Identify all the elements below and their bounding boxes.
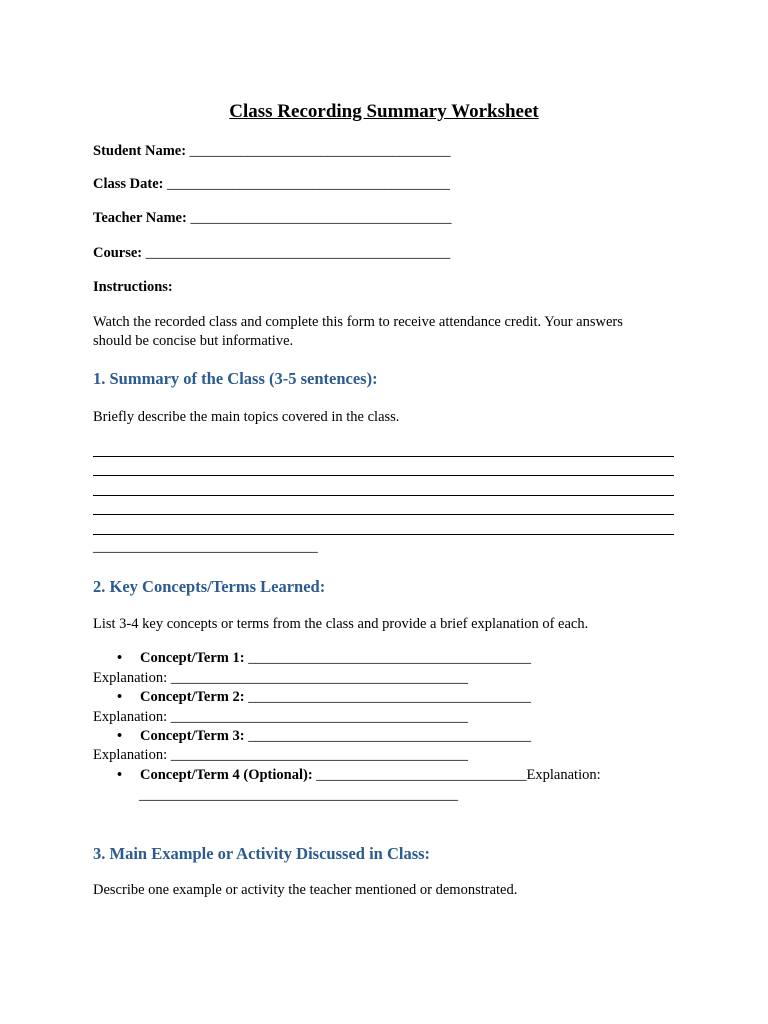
section-1-heading: 1. Summary of the Class (3-5 sentences): (93, 369, 378, 388)
instructions-text-line-1: Watch the recorded class and complete this form to receive attendance credit. Your answers (93, 314, 623, 330)
course-label: Course: (93, 245, 143, 261)
summary-answer-line[interactable] (93, 475, 674, 476)
explanation-3-blank[interactable]: _________________________________________ (170, 747, 468, 763)
section-2-heading: 2. Key Concepts/Terms Learned: (93, 577, 326, 596)
class-date-label: Class Date: (93, 176, 164, 192)
teacher-name-label: Teacher Name: (93, 210, 187, 226)
concept-term-4-label: Concept/Term 4 (Optional): (140, 767, 313, 783)
student-name-field (93, 143, 451, 160)
concept-term-2-label: Concept/Term 2: (140, 689, 245, 705)
section-1-prompt: Briefly describe the main topics covered in the class. (93, 409, 400, 425)
bullet-icon: • (117, 689, 123, 705)
summary-answer-line[interactable] (93, 514, 674, 515)
explanation-2-label: Explanation: (93, 709, 168, 725)
course-field (93, 245, 450, 262)
student-name-blank[interactable]: ____________________________________ (189, 143, 451, 159)
explanation-1 (93, 670, 468, 687)
explanation-4-blank[interactable]: ____________________________________________ (139, 787, 458, 803)
section-3-prompt: Describe one example or activity the teacher mentioned or demonstrated. (93, 882, 518, 898)
instructions-text-line-2: should be concise but informative. (93, 333, 294, 349)
class-date-blank[interactable]: _______________________________________ (167, 176, 450, 192)
summary-answer-last-line[interactable]: _______________________________ (93, 539, 318, 555)
concept-term-1-blank[interactable]: _______________________________________ (248, 650, 531, 666)
concept-term-1-label: Concept/Term 1: (140, 650, 245, 666)
summary-answer-line[interactable] (93, 534, 674, 535)
explanation-3-label: Explanation: (93, 747, 168, 763)
instructions-heading: Instructions: (93, 279, 173, 295)
course-blank[interactable]: __________________________________________ (145, 245, 451, 261)
page-title: Class Recording Summary Worksheet (229, 101, 539, 122)
concept-term-4-blank[interactable]: _____________________________ (316, 767, 527, 783)
concept-term-3-label: Concept/Term 3: (140, 728, 245, 744)
concept-term-2-blank[interactable]: _______________________________________ (248, 689, 531, 705)
explanation-1-blank[interactable]: _________________________________________ (170, 670, 468, 686)
explanation-2-blank[interactable]: _________________________________________ (170, 709, 468, 725)
explanation-1-label: Explanation: (93, 670, 168, 686)
explanation-3 (93, 747, 468, 764)
section-2-prompt: List 3-4 key concepts or terms from the class and provide a brief explanation of each. (93, 616, 589, 632)
explanation-2 (93, 709, 468, 726)
explanation-4-label: Explanation: (526, 767, 601, 783)
summary-answer-line[interactable] (93, 495, 674, 496)
teacher-name-blank[interactable]: ____________________________________ (190, 210, 452, 226)
section-3-heading: 3. Main Example or Activity Discussed in Class: (93, 844, 431, 863)
concept-term-3-blank[interactable]: _______________________________________ (248, 728, 531, 744)
bullet-icon: • (117, 650, 123, 666)
summary-answer-line[interactable] (93, 456, 674, 457)
class-date-field (93, 176, 450, 193)
bullet-icon: • (117, 767, 123, 783)
concept-term-2-item (117, 689, 531, 706)
student-name-label: Student Name: (93, 143, 187, 159)
teacher-name-field (93, 210, 451, 227)
concept-term-3-item (117, 728, 531, 745)
concept-term-4-item (117, 767, 601, 784)
concept-term-1-item (117, 650, 531, 667)
bullet-icon: • (117, 728, 123, 744)
